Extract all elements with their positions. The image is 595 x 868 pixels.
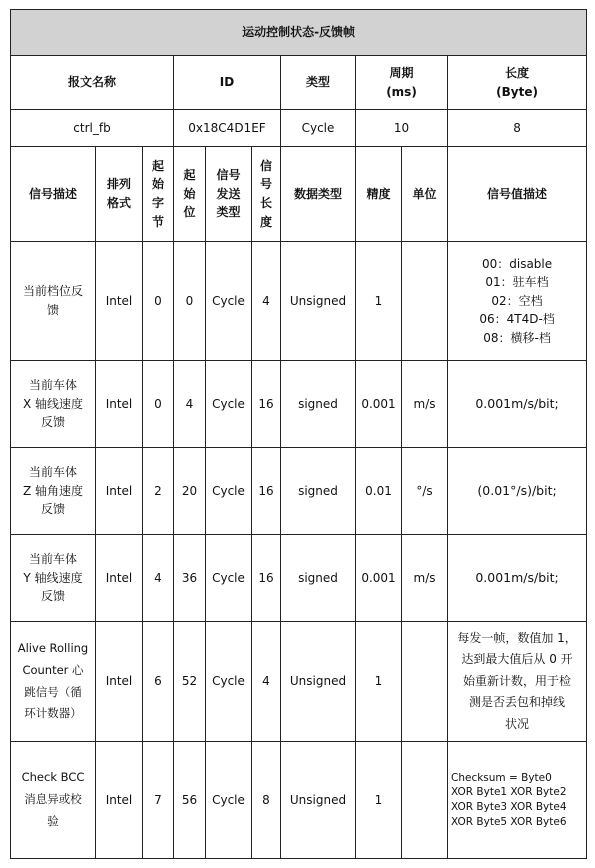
cell-length: 16 — [252, 361, 281, 448]
cell-data-type: Unsigned — [281, 242, 356, 361]
cell-length: 16 — [252, 448, 281, 535]
cell-data-type: signed — [281, 448, 356, 535]
cell-value-desc: Checksum = Byte0 XOR Byte1 XOR Byte2 XOR Byte3 XOR Byte4 XOR Byte5 XOR Byte6 — [448, 742, 587, 859]
cell-send-type: Cycle — [206, 448, 252, 535]
cell-start-bit: 52 — [174, 622, 206, 742]
cell-data-type: signed — [281, 535, 356, 622]
cell-start-bit: 36 — [174, 535, 206, 622]
signal-name: 当前车体 X 轴线速度 反馈 — [11, 361, 96, 448]
cell-data-type: Unsigned — [281, 622, 356, 742]
header-send-type: 信号 发送 类型 — [206, 147, 252, 242]
cell-unit — [402, 622, 448, 742]
header-msg-id: ID — [174, 56, 281, 110]
cell-send-type: Cycle — [206, 622, 252, 742]
signal-name: 当前车体 Y 轴线速度 反馈 — [11, 535, 96, 622]
header-msg-type: 类型 — [281, 56, 356, 110]
cell-order: Intel — [96, 535, 143, 622]
cell-value-desc: (0.01°/s)/bit; — [448, 448, 587, 535]
signal-name: 当前档位反 馈 — [11, 242, 96, 361]
cell-data-type: signed — [281, 361, 356, 448]
cell-start-byte: 7 — [143, 742, 174, 859]
cell-order: Intel — [96, 448, 143, 535]
signal-name: Check BCC 消息异或校 验 — [11, 742, 96, 859]
cell-precision: 0.01 — [356, 448, 402, 535]
msg-name-value: ctrl_fb — [11, 110, 174, 147]
cell-send-type: Cycle — [206, 742, 252, 859]
cell-precision: 0.001 — [356, 361, 402, 448]
cell-unit — [402, 742, 448, 859]
cell-unit: °/s — [402, 448, 448, 535]
cell-start-byte: 2 — [143, 448, 174, 535]
cell-start-byte: 6 — [143, 622, 174, 742]
signal-spec-table — [10, 9, 587, 859]
signal-name: Alive Rolling Counter 心 跳信号（循 环计数器） — [11, 622, 96, 742]
header-msg-length: 长度 (Byte) — [448, 56, 587, 110]
cell-send-type: Cycle — [206, 535, 252, 622]
cell-length: 4 — [252, 242, 281, 361]
cell-value-desc: 0.001m/s/bit; — [448, 361, 587, 448]
header-value-desc: 信号值描述 — [448, 147, 587, 242]
msg-length-value: 8 — [448, 110, 587, 147]
header-msg-name: 报文名称 — [11, 56, 174, 110]
cell-order: Intel — [96, 242, 143, 361]
cell-start-bit: 0 — [174, 242, 206, 361]
cell-order: Intel — [96, 361, 143, 448]
header-signal-length: 信 号 长 度 — [252, 147, 281, 242]
table-row — [11, 361, 587, 448]
cell-precision: 1 — [356, 242, 402, 361]
cell-value-desc: 0.001m/s/bit; — [448, 535, 587, 622]
header-byte-order: 排列 格式 — [96, 147, 143, 242]
header-start-byte: 起 始 字 节 — [143, 147, 174, 242]
cell-start-byte: 0 — [143, 361, 174, 448]
cell-order: Intel — [96, 742, 143, 859]
cell-start-byte: 4 — [143, 535, 174, 622]
cell-send-type: Cycle — [206, 242, 252, 361]
cell-precision: 1 — [356, 742, 402, 859]
cell-start-bit: 4 — [174, 361, 206, 448]
msg-period-value: 10 — [356, 110, 448, 147]
table-row — [11, 448, 587, 535]
cell-start-bit: 56 — [174, 742, 206, 859]
cell-data-type: Unsigned — [281, 742, 356, 859]
header-data-type: 数据类型 — [281, 147, 356, 242]
cell-value-desc: 00：disable 01：驻车档 02：空档 06：4T4D-档 08：横移-档 — [448, 242, 587, 361]
signal-name: 当前车体 Z 轴角速度 反馈 — [11, 448, 96, 535]
header-msg-period: 周期 (ms) — [356, 56, 448, 110]
cell-start-byte: 0 — [143, 242, 174, 361]
cell-unit — [402, 242, 448, 361]
header-unit: 单位 — [402, 147, 448, 242]
cell-start-bit: 20 — [174, 448, 206, 535]
cell-precision: 0.001 — [356, 535, 402, 622]
cell-send-type: Cycle — [206, 361, 252, 448]
msg-type-value: Cycle — [281, 110, 356, 147]
table-row — [11, 242, 587, 361]
cell-unit: m/s — [402, 535, 448, 622]
cell-length: 4 — [252, 622, 281, 742]
header-precision: 精度 — [356, 147, 402, 242]
cell-length: 16 — [252, 535, 281, 622]
msg-id-value: 0x18C4D1EF — [174, 110, 281, 147]
cell-order: Intel — [96, 622, 143, 742]
cell-unit: m/s — [402, 361, 448, 448]
cell-precision: 1 — [356, 622, 402, 742]
table-row — [11, 742, 587, 859]
table-row — [11, 535, 587, 622]
table-title: 运动控制状态-反馈帧 — [11, 10, 587, 56]
cell-value-desc: 每发一帧，数值加 1， 达到最大值后从 0 开 始重新计数，用于检 测是否丢包和掉线 状况 — [448, 622, 587, 742]
header-signal-desc: 信号描述 — [11, 147, 96, 242]
table-row — [11, 622, 587, 742]
cell-length: 8 — [252, 742, 281, 859]
header-start-bit: 起 始 位 — [174, 147, 206, 242]
